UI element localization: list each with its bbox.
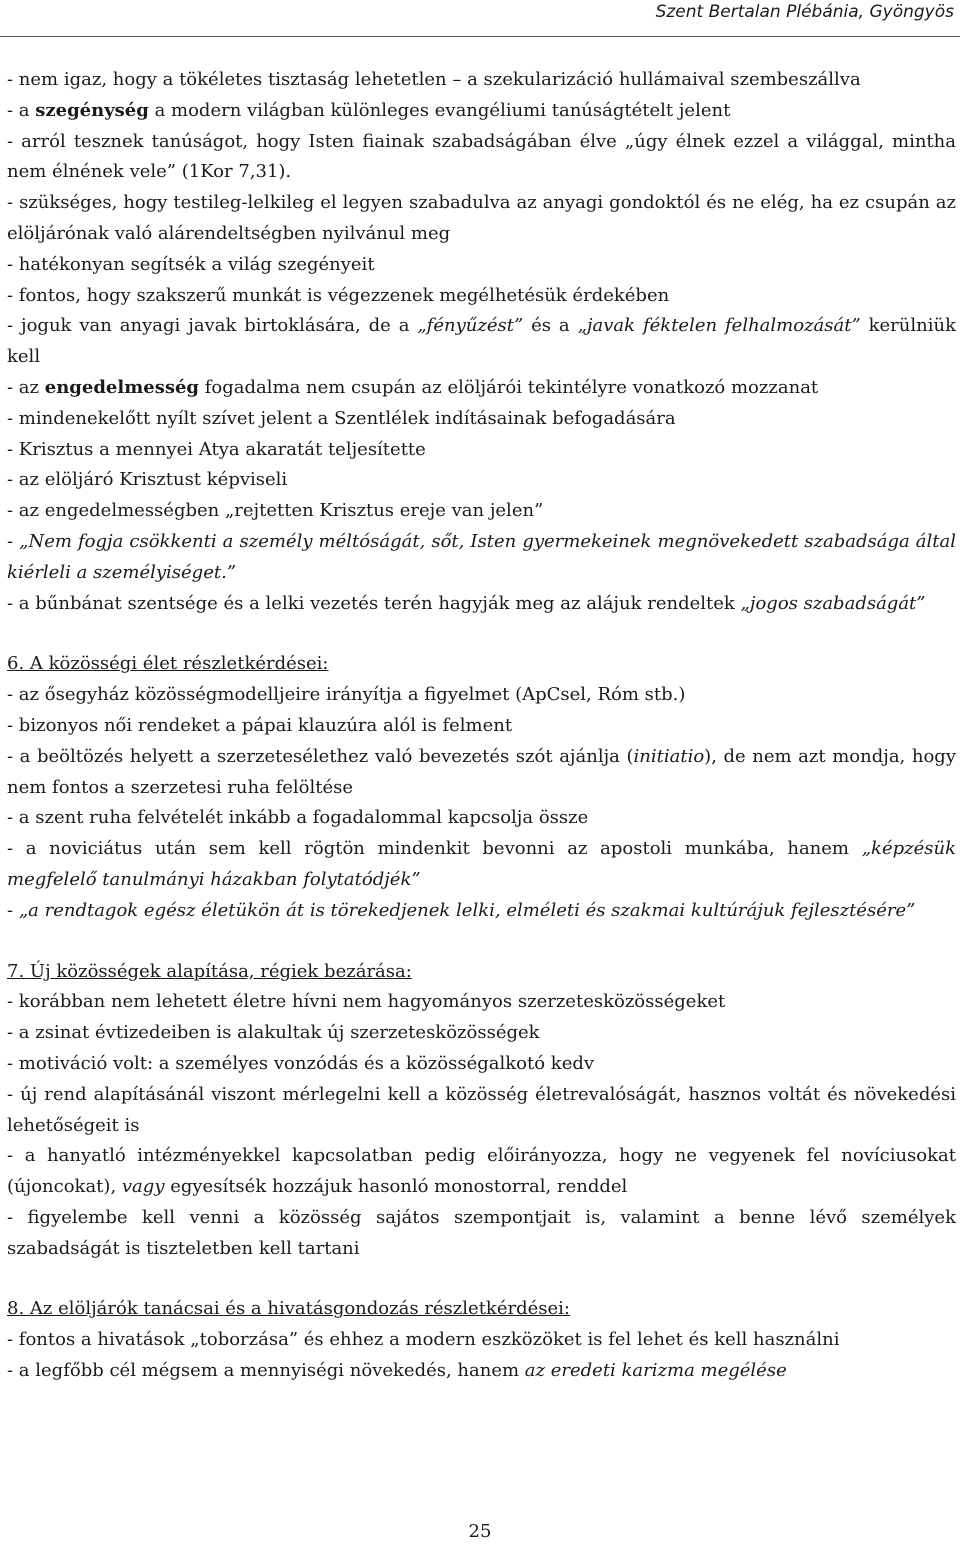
text-line: - az ősegyház közösségmodelljeire irányítja a figyelmet (ApCsel, Róm stb.) (7, 684, 686, 706)
text-line: - „Nem fogja csökkenti a személy méltóságát, sőt, Isten gyermekeinek megnövekedett szabadsága által kiérleli a személyiséget.” (7, 530, 956, 583)
text-line: - arról tesznek tanúságot, hogy Isten fiainak szabadságában élve „úgy élnek ezzel a világgal, mintha nem élnének vele” (1Kor 7,31). (7, 130, 956, 183)
text-line: - szükséges, hogy testileg-lelkileg el legyen szabadulva az anyagi gondoktól és ne elég, ha ez csupán az elöljárónak való alárendeltségben nyilvánul meg (7, 192, 956, 244)
text-line: - a szegénység a modern világban különleges evangéliumi tanúságtételt jelent (7, 99, 731, 121)
text-line: - joguk van anyagi javak birtoklására, de a „fényűzést” és a „javak féktelen felhalmozását” kerülniük kell (7, 315, 956, 368)
page-body (7, 65, 956, 1387)
section-heading-8: 8. Az elöljárók tanácsai és a hivatásgondozás részletkérdései: (7, 1298, 570, 1320)
text-line: - a szent ruha felvételét inkább a fogadalommal kapcsolja össze (7, 807, 589, 829)
text-line: - a bűnbánat szentsége és a lelki vezetés terén hagyják meg az alájuk rendeltek „jogos szabadságát” (7, 592, 926, 614)
emphasis-poverty: szegénység (35, 99, 149, 121)
running-header: Szent Bertalan Plébánia, Gyöngyös (655, 2, 954, 22)
text-line: - hatékonyan segítsék a világ szegényeit (7, 253, 375, 275)
page-number: 25 (468, 1521, 492, 1542)
text-line: - bizonyos női rendeket a pápai klauzúra alól is felment (7, 714, 513, 736)
text-line: - mindenekelőtt nyílt szívet jelent a Szentlélek indításainak befogadására (7, 407, 676, 429)
section-heading-6: 6. A közösségi élet részletkérdései: (7, 653, 329, 675)
text-line: - a beöltözés helyett a szerzetesélethez való bevezetés szót ajánlja (initiatio), de nem azt mondja, hogy nem fontos a szerzetesi ruha felöltése (7, 745, 956, 798)
text-line: - a noviciátus után sem kell rögtön mindenkit bevonni az apostoli munkába, hanem „képzésük megfelelő tanulmányi házakban folytatódjék” (7, 838, 956, 890)
text-line: - fontos, hogy szakszerű munkát is végezzenek megélhetésük érdekében (7, 284, 670, 306)
text-line: - a hanyatló intézményekkel kapcsolatban pedig előirányozza, hogy ne vegyenek fel novíciusokat (újoncokat), vagy egyesítsék hozzájuk hasonló monostorral, renddel (7, 1145, 956, 1198)
text-line: - az engedelmességben „rejtetten Krisztus ereje van jelen” (7, 500, 544, 522)
emphasis-obedience: engedelmesség (44, 376, 200, 398)
section-heading-7: 7. Új közösségek alapítása, régiek bezárása: (7, 960, 412, 982)
text-line: - Krisztus a mennyei Atya akaratát teljesítette (7, 438, 426, 460)
header-rule (0, 36, 960, 37)
text-line: - a zsinat évtizedeiben is alakultak új szerzetesközösségek (7, 1022, 540, 1044)
text-line: - nem igaz, hogy a tökéletes tisztaság lehetetlen – a szekularizáció hullámaival szembeszállva (7, 69, 861, 90)
text-line: - új rend alapításánál viszont mérlegelni kell a közösség életrevalóságát, hasznos voltát és növekedési lehetőségeit is (7, 1083, 956, 1136)
text-line: - az engedelmesség fogadalma nem csupán az elöljárói tekintélyre vonatkozó mozzanat (7, 376, 819, 398)
text-line: - korábban nem lehetett életre hívni nem hagyományos szerzetesközösségeket (7, 991, 726, 1013)
text-line: - figyelembe kell venni a közösség sajátos szempontjait is, valamint a benne lévő személyek szabadságát is tiszteletben kell tartani (7, 1206, 956, 1259)
text-line: - fontos a hivatások „toborzása” és ehhez a modern eszközöket is fel lehet és kell használni (7, 1329, 840, 1351)
text-line: - a legfőbb cél mégsem a mennyiségi növekedés, hanem az eredeti karizma megélése (7, 1360, 787, 1382)
text-line: - motiváció volt: a személyes vonzódás és a közösségalkotó kedv (7, 1052, 595, 1074)
text-line: - az elöljáró Krisztust képviseli (7, 469, 288, 491)
text-line: - „a rendtagok egész életükön át is törekedjenek lelki, elméleti és szakmai kultúrájuk fejlesztésére” (7, 899, 916, 921)
